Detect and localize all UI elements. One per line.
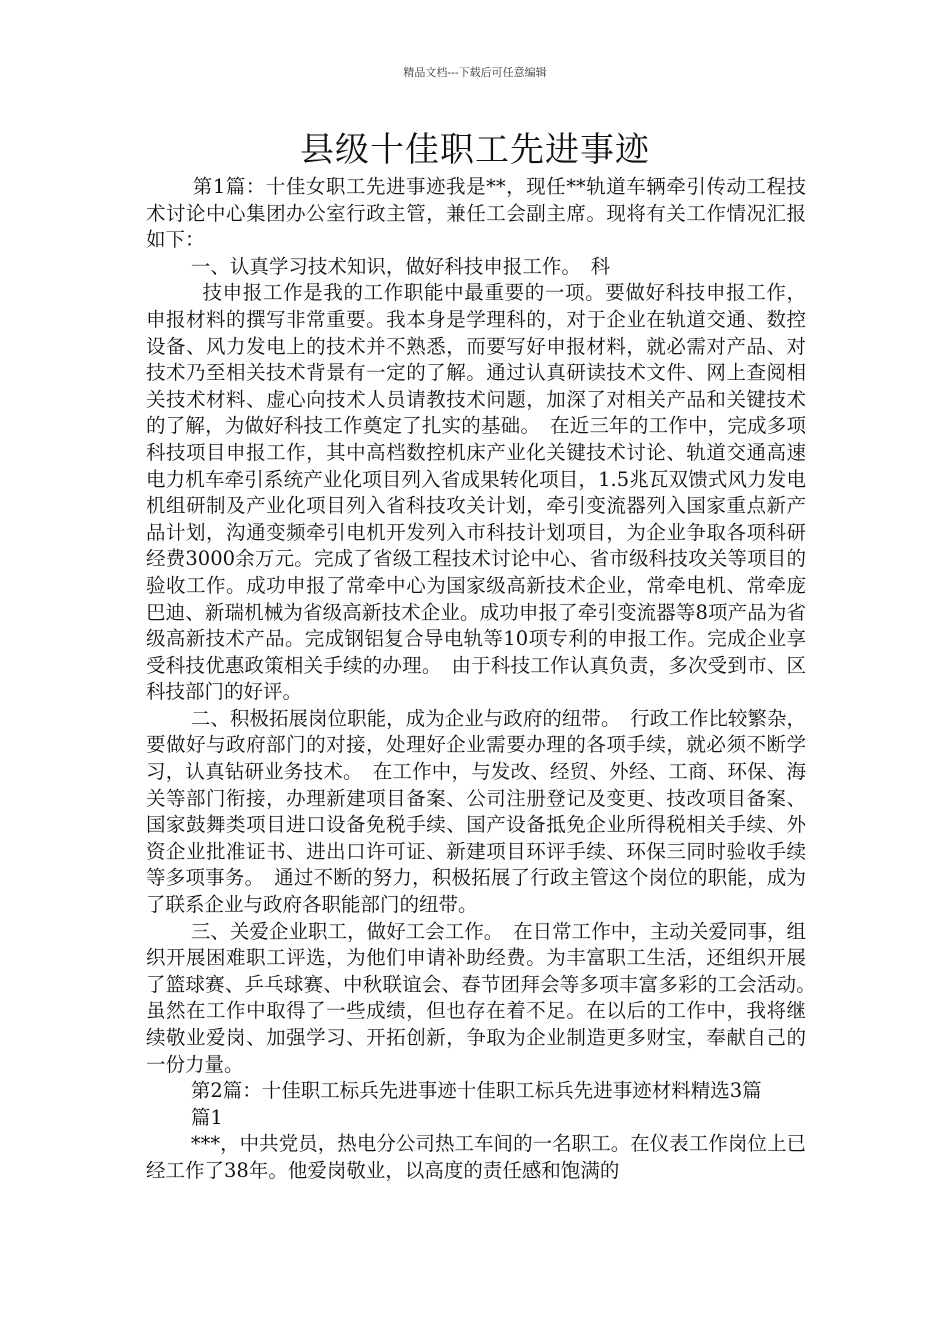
page-header: 精品文档---下载后可任意编辑: [403, 66, 547, 79]
paragraph: 第2篇：十佳职工标兵先进事迹十佳职工标兵先进事迹材料精选3篇: [190, 1079, 762, 1103]
paragraph: 一、认真学习技术知识，做好科技申报工作。 科: [190, 254, 611, 278]
paragraph: 第1篇：十佳女职工先进事迹我是**，现任**轨道车辆牵引传动工程技术讨论中心集团办公室行政主管，兼任工会副主席。现将有关工作情况汇报如下：: [146, 175, 806, 252]
document-title: 县级十佳职工先进事迹: [300, 130, 650, 170]
paragraph: ***，中共党员，热电分公司热工车间的一名职工。在仪表工作岗位上已经工作了38年。他爱岗敬业，以高度的责任感和饱满的: [146, 1132, 806, 1182]
paragraph: 篇1: [190, 1105, 223, 1129]
document-body: [146, 174, 826, 1185]
paragraph: 技申报工作是我的工作职能中最重要的一项。要做好科技申报工作，申报材料的撰写非常重要。我本身是学理科的，对于企业在轨道交通、数控设备、风力发电上的技术并不熟悉，而要写好申报材料，就必需对产品、对技术乃至相关技术背景有一定的了解。通过认真研读技术文件、网上查阅相关技术材料、虚心向技术人员请教技术问题，加深了对相关产品和关键技术的了解，为做好科技工作奠定了扎实的基础。 在近三年的工作中，完成多项科技项目申报工作，其中高档数控机床产业化关键技术讨论、轨道交通高速电力机车牵引系统产业化项目列入省成果转化项目，1.5兆瓦双馈式风力发电机组研制及产业化项目列入省科技攻关计划，牵引变流器列入国家重点新产品计划，沟通变频牵引电机开发列入市科技计划项目，为企业争取各项科研经费3000余万元。完成了省级工程技术讨论中心、省市级科技攻关等项目的验收工作。成功申报了常牵中心为国家级高新技术企业，常牵电机、常牵庞巴迪、新瑞机械为省级高新技术企业。成功申报了牵引变流器等8项产品为省级高新技术产品。完成钢铝复合导电轨等10项专利的申报工作。完成企业享受科技优惠政策相关手续的办理。 由于科技工作认真负责，多次受到市、区科技部门的好评。: [146, 281, 806, 704]
paragraph: 三、关爱企业职工，做好工会工作。 在日常工作中，主动关爱同事，组织开展困难职工评选，为他们申请补助经费。为丰富职工生活，还组织开展了篮球赛、乒乓球赛、中秋联谊会、春节团拜会等多项丰富多彩的工会活动。 虽然在工作中取得了一些成绩，但也存在着不足。在以后的工作中，我将继续敬业爱岗、加强学习、开拓创新，争取为企业制造更多财宝，奉献自己的一份力量。: [146, 919, 826, 1076]
paragraph: 二、积极拓展岗位职能，成为企业与政府的纽带。 行政工作比较繁杂，要做好与政府部门的对接，处理好企业需要办理的各项手续，就必须不断学习，认真钻研业务技术。 在工作中，与发改、经贸、外经、工商、环保、海关等部门衔接，办理新建项目备案、公司注册登记及变更、技改项目备案、国家鼓舞类项目进口设备免税手续、国产设备抵免企业所得税相关手续、外资企业批准证书、进出口许可证、新建项目环评手续、环保三同时验收手续等多项事务。 通过不断的努力，积极拓展了行政主管这个岗位的职能，成为了联系企业与政府各职能部门的纽带。: [146, 706, 806, 917]
